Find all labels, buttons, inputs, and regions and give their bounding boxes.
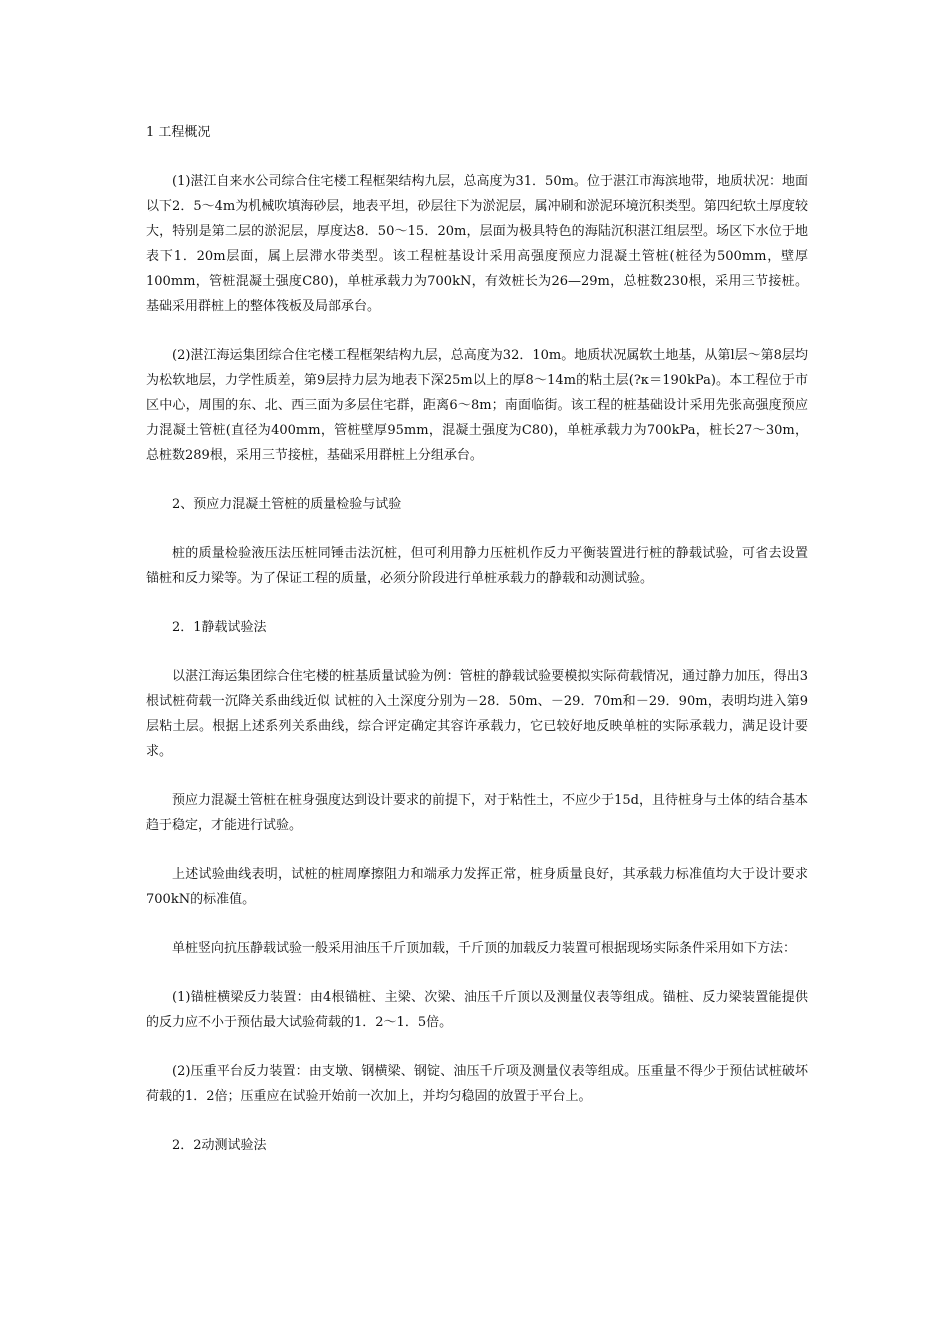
subsection-heading-dynamic-test: 2．2动测试验法 <box>172 1138 267 1153</box>
section-heading-quality-inspection: 2、预应力混凝土管桩的质量检验与试验 <box>172 497 402 512</box>
paragraph-loading-method: 单桩竖向抗压静载试验一般采用油压千斤顶加载，千斤顶的加载反力装置可根据现场实际条件采用如下方法： <box>172 941 797 956</box>
paragraph-test-results: 上述试验曲线表明，试桩的桩周摩擦阻力和端承力发挥正常，桩身质量良好，其承载力标准值均大于设计要求700kN的标准值。 <box>146 867 808 907</box>
paragraph-anchor-pile-device: (1)锚桩横梁反力装置：由4根锚桩、主梁、次梁、油压千斤顶以及测量仪表等组成。锚桩、反力梁装置能提供的反力应不小于预估最大试验荷载的1．2～1．5倍。 <box>146 990 808 1030</box>
paragraph-inspection-intro: 桩的质量检验液压法压桩同锤击法沉桩，但可利用静力压桩机作反力平衡装置进行桩的静载试验，可省去设置锚桩和反力梁等。为了保证工程的质量，必须分阶段进行单桩承载力的静载和动测试验。 <box>146 546 808 586</box>
paragraph-project-1: (1)湛江自来水公司综合住宅楼工程框架结构九层，总高度为31．50m。位于湛江市海滨地带，地质状况：地面以下2．5～4m为机械吹填海砂层，地表平坦，砂层往下为淤泥层，属冲刷和淤泥环境沉积类型。第四纪软土厚度较大，特别是第二层的淤泥层，厚度达8．50～15．20m，层面为极具特色的海陆沉积湛江组层型。场区下水位于地表下1．20m层面，属上层滞水带类型。该工程桩基设计采用高强度预应力混凝土管桩(桩径为500mm，壁厚100mm，管桩混凝土强度C80)，单桩承载力为700kN，有效桩长为26—29m，总桩数230根，采用三节接桩。基础采用群桩上的整体筏板及局部承台。 <box>146 174 808 314</box>
paragraph-test-timing: 预应力混凝土管桩在桩身强度达到设计要求的前提下，对于粘性土，不应少于15d，且待桩身与土体的结合基本趋于稳定，才能进行试验。 <box>146 793 808 833</box>
paragraph-project-2: (2)湛江海运集团综合住宅楼工程框架结构九层，总高度为32．10m。地质状况属软土地基，从第l层～第8层均为松软地层，力学性质差，第9层持力层为地表下深25m以上的厚8～14m的粘土层(?κ＝190kPa)。本工程位于市区中心，周围的东、北、西三面为多层住宅群，距离6～8m；南面临街。该工程的桩基础设计采用先张高强度预应力混凝土管桩(直径为400mm，管桩壁厚95mm，混凝土强度为C80)，单桩承载力为700kPa，桩长27～30m，总桩数289根，采用三节接桩，基础采用群桩上分组承台。 <box>146 348 808 463</box>
subsection-heading-static-load: 2．1静载试验法 <box>172 620 267 635</box>
paragraph-static-load-example: 以湛江海运集团综合住宅楼的桩基质量试验为例：管桩的静载试验要模拟实际荷载情况，通过静力加压，得出3根试桩荷载一沉降关系曲线近似 试桩的入土深度分别为－28．50m、－29．70m和－29．90m，表明均进入第9层粘土层。根据上述系列关系曲线，综合评定确定其容许承载力，它已较好地反映单桩的实际承载力，满足设计要求。 <box>146 669 808 759</box>
document-page <box>146 120 808 1182</box>
section-heading-overview: 1 工程概况 <box>146 125 211 140</box>
paragraph-weight-platform-device: (2)压重平台反力装置：由支墩、钢横梁、钢锭、油压千斤项及测量仪表等组成。压重量不得少于预估试桩破坏荷载的1．2倍；压重应在试验开始前一次加上，并均匀稳固的放置于平台上。 <box>146 1064 808 1104</box>
